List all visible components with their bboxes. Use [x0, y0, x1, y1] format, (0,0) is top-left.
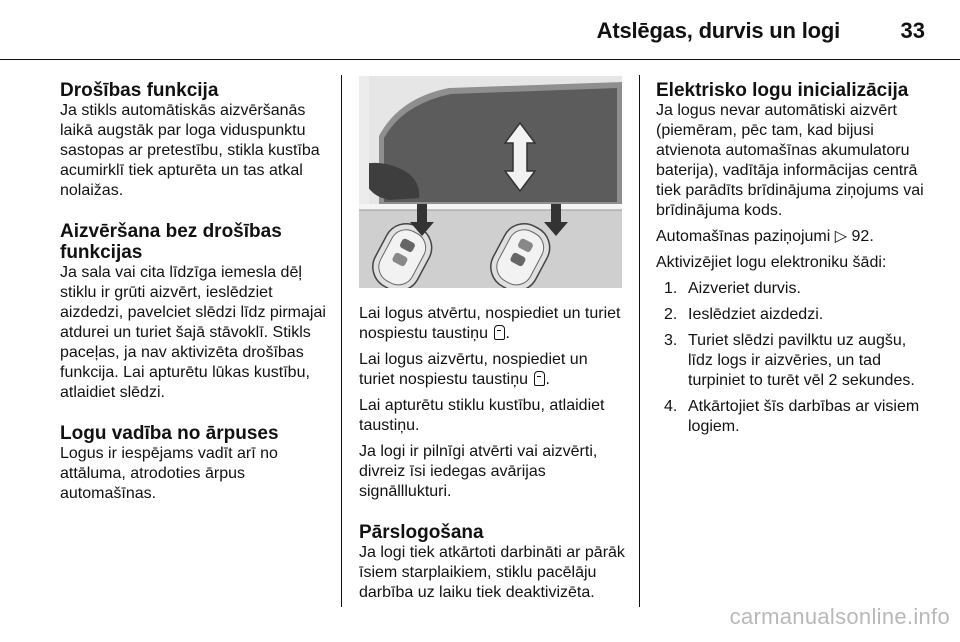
- section-heading-overload: Pārslogošana: [359, 522, 484, 543]
- paragraph-hazard-lights: Ja logi ir pilnīgi atvērti vai aizvērti, divreiz īsi iedegas avārijas signālllukturi.: [359, 443, 598, 500]
- section-body-safety: Ja stikls automātiskās aizvēršanās laikā augstāk par loga viduspunktu sastopas ar pretestību, stikla kustība acumirklī tiek apturēta un tas atkal nolaižas.: [60, 102, 320, 199]
- step-number: 2.: [664, 306, 678, 323]
- section-heading-remote-control: Logu vadība no ārpuses: [60, 423, 279, 444]
- initialization-steps: [656, 279, 928, 437]
- notice-reference-text: Automašīnas paziņojumi: [656, 228, 831, 245]
- notice-reference: [656, 227, 928, 247]
- key-fob-window-illustration: [359, 76, 622, 288]
- notice-reference-page: 92.: [851, 228, 874, 245]
- step-text: Turiet slēdzi pavilktu uz augšu, līdz logs ir aizvēries, un tad turpiniet to turēt vēl 2 sekundes.: [688, 332, 915, 389]
- list-item: [664, 397, 928, 437]
- paragraph-open-windows: [359, 304, 627, 344]
- section-heading-close-without-safety: Aizvēršana bez drošības funkcijas: [60, 221, 282, 263]
- initialization-intro: Ja logus nevar automātiski aizvērt (piemēram, pēc tam, kad bijusi atvienota automašīnas akumulatoru baterija), vadītāja informācijas centrā tiek parādīts brīdinājuma ziņojums vai brīdinājuma kods.: [656, 102, 924, 219]
- unlock-button-icon: [494, 325, 505, 340]
- left-column: [60, 80, 330, 510]
- section-body-close-without-safety: Ja sala vai cita līdzīga iemesla dēļ stiklu ir grūti aizvērt, ieslēdziet aizdedzi, pavelciet slēdzi līdz pirmajai atdurei un turiet šajā stāvoklī. Stikls paceļas, ja nav aktivizēta drošības funkcija. Lai apturētu lūkas kustību, atlaidiet slēdzi.: [60, 264, 326, 401]
- step-text: Aizveriet durvis.: [688, 280, 801, 297]
- section-body-remote-control: Logus ir iespējams vadīt arī no attāluma, atrodoties ārpus automašīnas.: [60, 445, 278, 502]
- paragraph-close-end: .: [545, 371, 550, 388]
- column-divider-left: [341, 75, 342, 607]
- step-text: Ieslēdziet aizdedzi.: [688, 306, 824, 323]
- step-number: 1.: [664, 280, 678, 297]
- paragraph-open-end: .: [505, 325, 510, 342]
- section-heading-safety: Drošības funkcija: [60, 80, 219, 101]
- middle-column: [359, 304, 627, 609]
- page-number: 33: [900, 18, 925, 43]
- page-reference-arrow-icon: ▷: [834, 228, 848, 245]
- paragraph-stop-movement: Lai apturētu stiklu kustību, atlaidiet taustiņu.: [359, 397, 605, 434]
- section-body-overload: Ja logi tiek atkārtoti darbināti ar pārāk īsiem starplaikiem, stiklu pacēlāju darbība uz laiku tiek deaktivizēta.: [359, 544, 625, 601]
- header-rule: [0, 59, 960, 60]
- step-number: 4.: [664, 398, 678, 415]
- paragraph-close-windows: [359, 350, 627, 390]
- list-item: [664, 331, 928, 391]
- list-item: [664, 305, 928, 325]
- paragraph-close-text: Lai logus aizvērtu, nospiediet un turiet nospiestu taustiņu: [359, 351, 588, 388]
- watermark: carmanualsonline.info: [729, 604, 950, 629]
- step-number: 3.: [664, 332, 678, 349]
- column-divider-right: [639, 75, 640, 607]
- page-header-title: Atslēgas, durvis un logi: [596, 18, 840, 43]
- activation-intro: Aktivizējiet logu elektroniku šādi:: [656, 254, 887, 271]
- paragraph-open-text: Lai logus atvērtu, nospiediet un turiet nospiestu taustiņu: [359, 305, 621, 342]
- section-heading-initialization: Elektrisko logu inicializācija: [656, 80, 909, 101]
- list-item: [664, 279, 928, 299]
- step-text: Atkārtojiet šīs darbības ar visiem logiem.: [688, 398, 920, 435]
- right-column: [656, 80, 928, 443]
- lock-button-icon: [534, 371, 545, 386]
